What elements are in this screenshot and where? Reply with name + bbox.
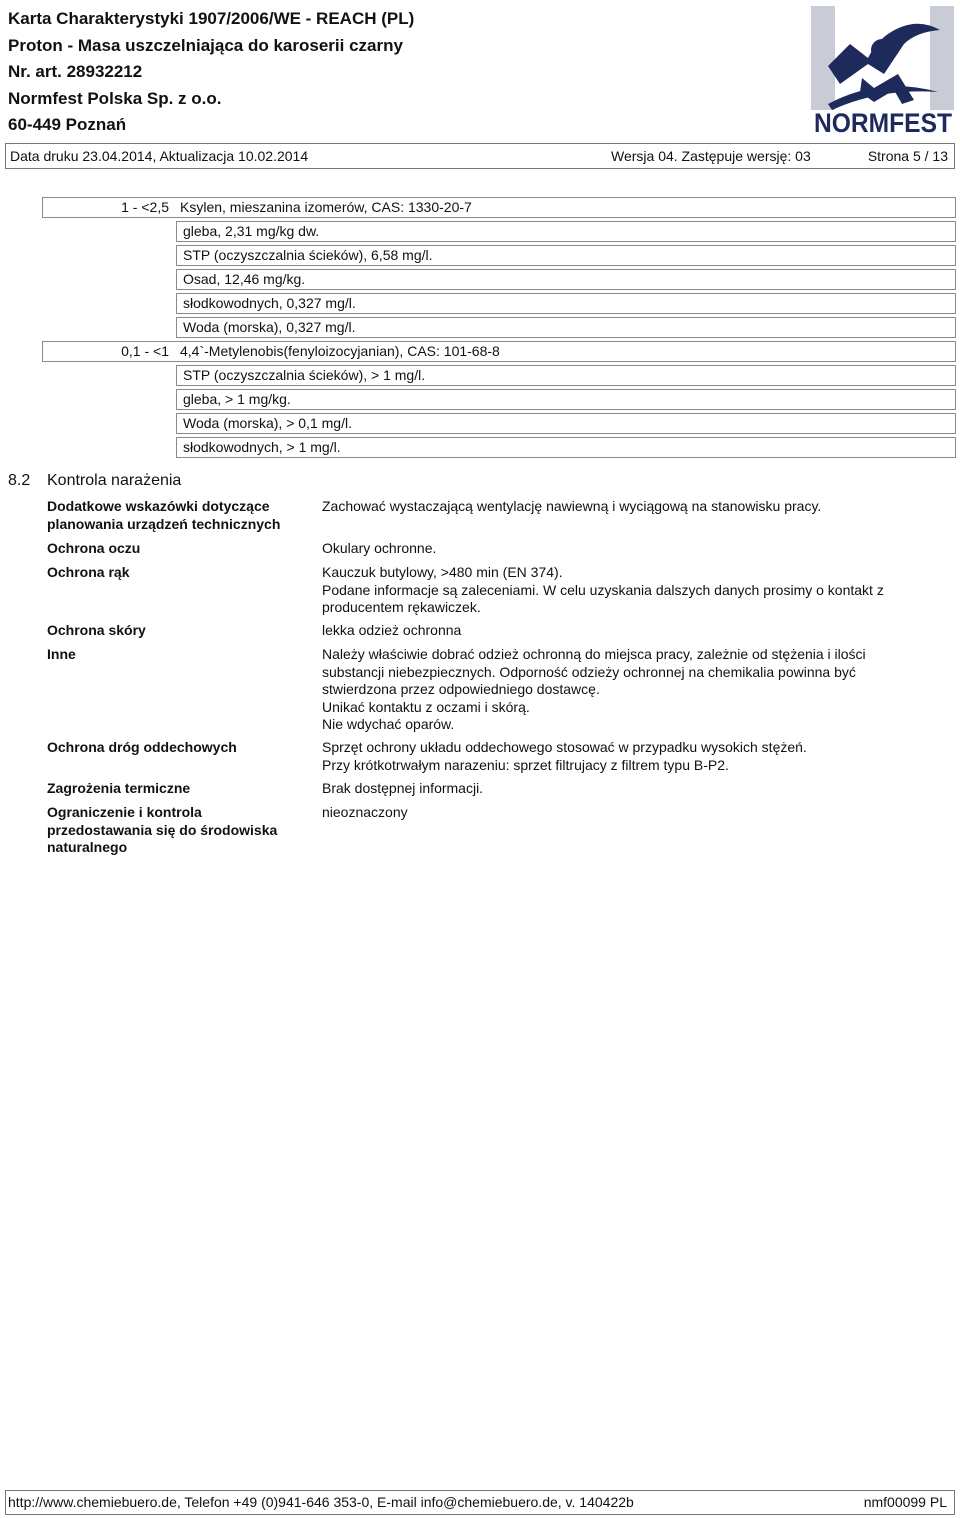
page-footer — [5, 1490, 955, 1515]
pnec-value: Woda (morska), > 0,1 mg/l. — [183, 415, 352, 431]
respiratory-protection-value — [322, 739, 942, 774]
label-line: Ochrona oczu — [47, 540, 141, 556]
value-line: Należy właściwie dobrać odzież ochronną do miejsca pracy, zależnie od stężenia i ilości — [322, 646, 866, 662]
label-line: Ograniczenie i kontrola — [47, 804, 202, 820]
value-line: Podane informacje są zaleceniami. W celu uzyskania dalszych danych prosimy o kontakt z — [322, 581, 884, 598]
info-bar — [5, 143, 955, 169]
pnec-row — [176, 437, 956, 458]
value-line: Unikać kontaktu z oczami i skórą. — [322, 698, 530, 715]
pnec-row — [176, 293, 956, 314]
technical-guidance-value — [322, 498, 942, 516]
print-date: Data druku 23.04.2014, Aktualizacja 10.02.2014 — [10, 148, 309, 164]
normfest-logo — [810, 4, 956, 138]
section-number: 8.2 — [8, 472, 31, 489]
document-code: nmf00099 PL — [863, 1494, 947, 1510]
label-line: Ochrona rąk — [47, 564, 130, 580]
normfest-logo-graphic — [810, 4, 956, 138]
label-line: planowania urządzeń technicznych — [47, 515, 281, 532]
eye-protection-value — [322, 540, 942, 558]
company-name: Normfest Polska Sp. z o.o. — [8, 88, 222, 108]
thermal-hazards-label — [47, 780, 309, 798]
value-line: nieoznaczony — [322, 804, 408, 820]
document-title: Karta Charakterystyki 1907/2006/WE - REACH (PL) — [8, 9, 415, 28]
hand-protection-value — [322, 564, 942, 617]
label-line: przedostawania się do środowiska — [47, 821, 278, 838]
label-line: Inne — [47, 646, 76, 662]
pnec-value: gleba, > 1 mg/kg. — [183, 391, 291, 407]
label-line: Ochrona dróg oddechowych — [47, 739, 237, 755]
pnec-value: Osad, 12,46 mg/kg. — [183, 271, 306, 287]
substance-name: Ksylen, mieszanina izomerów, CAS: 1330-20-7 — [180, 199, 472, 215]
pnec-row — [176, 221, 956, 242]
company-address: 60-449 Poznań — [8, 115, 127, 134]
environmental-control-value — [322, 804, 942, 822]
technical-guidance-label — [47, 498, 309, 533]
other-label — [47, 646, 309, 664]
pnec-row — [176, 365, 956, 386]
page-number: Strona 5 / 13 — [867, 148, 948, 164]
value-line: Okulary ochronne. — [322, 540, 437, 556]
value-line: Przy krótkotrwałym narazeniu: sprzet filtrujacy z filtrem typu B-P2. — [322, 756, 729, 773]
label-line: Ochrona skóry — [47, 622, 146, 638]
pnec-value: Woda (morska), 0,327 mg/l. — [183, 319, 356, 335]
other-value — [322, 646, 942, 734]
label-line: naturalnego — [47, 839, 128, 855]
pnec-value: słodkowodnych, 0,327 mg/l. — [183, 295, 356, 311]
value-line: Kauczuk butylowy, >480 min (EN 374). — [322, 564, 563, 580]
pnec-value: słodkowodnych, > 1 mg/l. — [183, 439, 341, 455]
product-name: Proton - Masa uszczelniająca do karoserii czarny — [8, 35, 403, 55]
pnec-row — [176, 389, 956, 410]
label-line: Dodatkowe wskazówki dotyczące — [47, 498, 270, 514]
ingredient-row — [42, 197, 956, 218]
value-line: lekka odzież ochronna — [322, 622, 462, 638]
concentration-range: 1 - <2,5 — [121, 199, 169, 215]
substance-name: 4,4`-Metylenobis(fenyloizocyjanian), CAS: 101-68-8 — [180, 343, 500, 359]
version-info: Wersja 04. Zastępuje wersję: 03 — [611, 148, 811, 164]
pnec-row — [176, 269, 956, 290]
skin-protection-value — [322, 622, 942, 640]
thermal-hazards-value — [322, 780, 942, 798]
respiratory-protection-label — [47, 739, 309, 757]
value-line: Brak dostępnej informacji. — [322, 780, 484, 796]
pnec-value: gleba, 2,31 mg/kg dw. — [183, 223, 320, 239]
value-line: stwierdzona przez odpowiedniego dostawcę. — [322, 681, 600, 697]
value-line: Zachować wystaczającą wentylację nawiewną i wyciągową na stanowisku pracy. — [322, 498, 822, 514]
value-line: Nie wdychać oparów. — [322, 716, 455, 732]
value-line: substancji niebezpiecznych. Odporność odzieży ochronnej na chemikalia powinna być — [322, 663, 856, 680]
pnec-value: STP (oczyszczalnia ścieków), > 1 mg/l. — [183, 367, 426, 383]
hand-protection-label — [47, 564, 309, 582]
environmental-control-label — [47, 804, 309, 857]
label-line: Zagrożenia termiczne — [47, 780, 191, 796]
value-line: producentem rękawiczek. — [322, 599, 481, 615]
ingredient-row — [42, 341, 956, 362]
pnec-row — [176, 317, 956, 338]
pnec-row — [176, 245, 956, 266]
pnec-value: STP (oczyszczalnia ścieków), 6,58 mg/l. — [183, 247, 433, 263]
pnec-row — [176, 413, 956, 434]
concentration-range: 0,1 - <1 — [121, 343, 169, 359]
eye-protection-label — [47, 540, 309, 558]
article-number: Nr. art. 28932212 — [8, 62, 143, 81]
footer-contact: http://www.chemiebuero.de, Telefon +49 (0)941-646 353-0, E-mail info@chemiebuero.de, v. 140422b — [8, 1494, 634, 1510]
section-title: Kontrola narażenia — [47, 472, 182, 489]
skin-protection-label — [47, 622, 309, 640]
document-header — [8, 6, 414, 139]
logo-wordmark: NORMFEST — [814, 108, 953, 138]
value-line: Sprzęt ochrony układu oddechowego stosować w przypadku wysokich stężeń. — [322, 739, 807, 755]
